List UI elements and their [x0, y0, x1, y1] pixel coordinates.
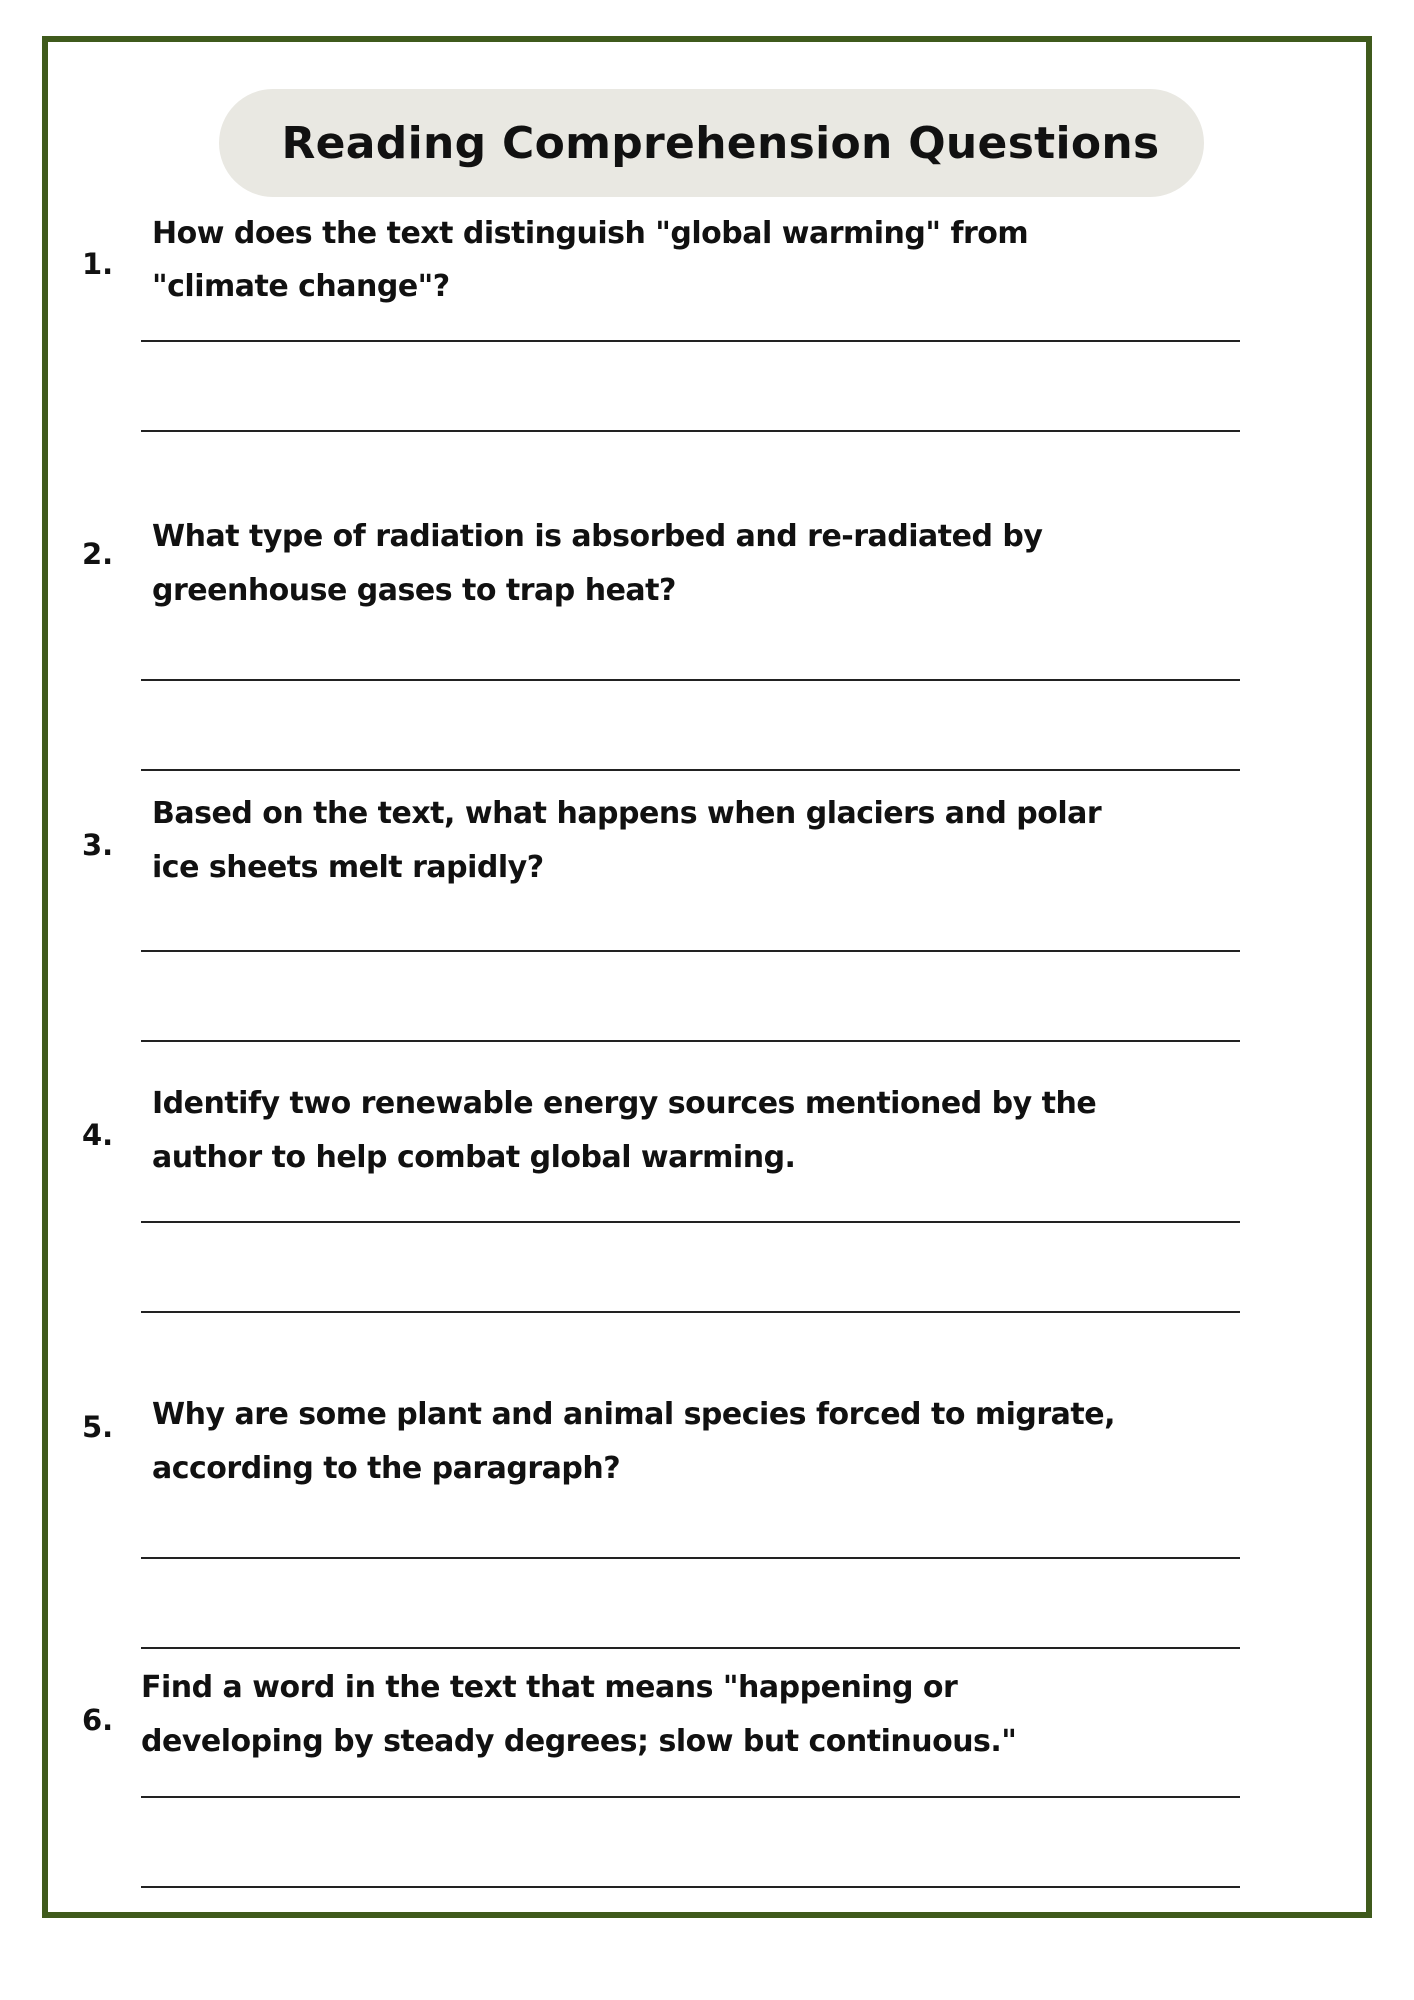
question-number: 3. — [82, 828, 114, 862]
worksheet-frame — [42, 36, 1372, 1918]
page-title: Reading Comprehension Questions — [281, 117, 1160, 169]
question-text: Identify two renewable energy sources mentioned by the author to help combat global warming. — [152, 1086, 1097, 1175]
question-text: Why are some plant and animal species forced to migrate, according to the paragraph? — [152, 1397, 1116, 1486]
answer-line[interactable] — [141, 430, 1240, 432]
answer-line[interactable] — [141, 769, 1240, 771]
question-text: How does the text distinguish "global warming" from "climate change"? — [152, 216, 1029, 304]
answer-line[interactable] — [141, 1796, 1240, 1798]
answer-line[interactable] — [141, 950, 1240, 952]
answer-line[interactable] — [141, 679, 1240, 681]
answer-line[interactable] — [141, 1221, 1240, 1223]
title-banner — [219, 89, 1204, 197]
answer-line[interactable] — [141, 1886, 1240, 1888]
answer-line[interactable] — [141, 1647, 1240, 1649]
answer-line[interactable] — [141, 1557, 1240, 1559]
question-number: 1. — [82, 247, 114, 281]
answer-line[interactable] — [141, 340, 1240, 342]
question-number: 6. — [82, 1703, 114, 1737]
question-text: What type of radiation is absorbed and re-radiated by greenhouse gases to trap heat? — [152, 519, 1043, 608]
question-text: Find a word in the text that means "happening or developing by steady degrees; slow but continuous." — [141, 1670, 1017, 1759]
question-number: 4. — [82, 1118, 114, 1152]
answer-line[interactable] — [141, 1040, 1240, 1042]
question-text: Based on the text, what happens when glaciers and polar ice sheets melt rapidly? — [152, 796, 1102, 885]
question-number: 5. — [82, 1410, 114, 1444]
question-number: 2. — [82, 537, 114, 571]
answer-line[interactable] — [141, 1311, 1240, 1313]
